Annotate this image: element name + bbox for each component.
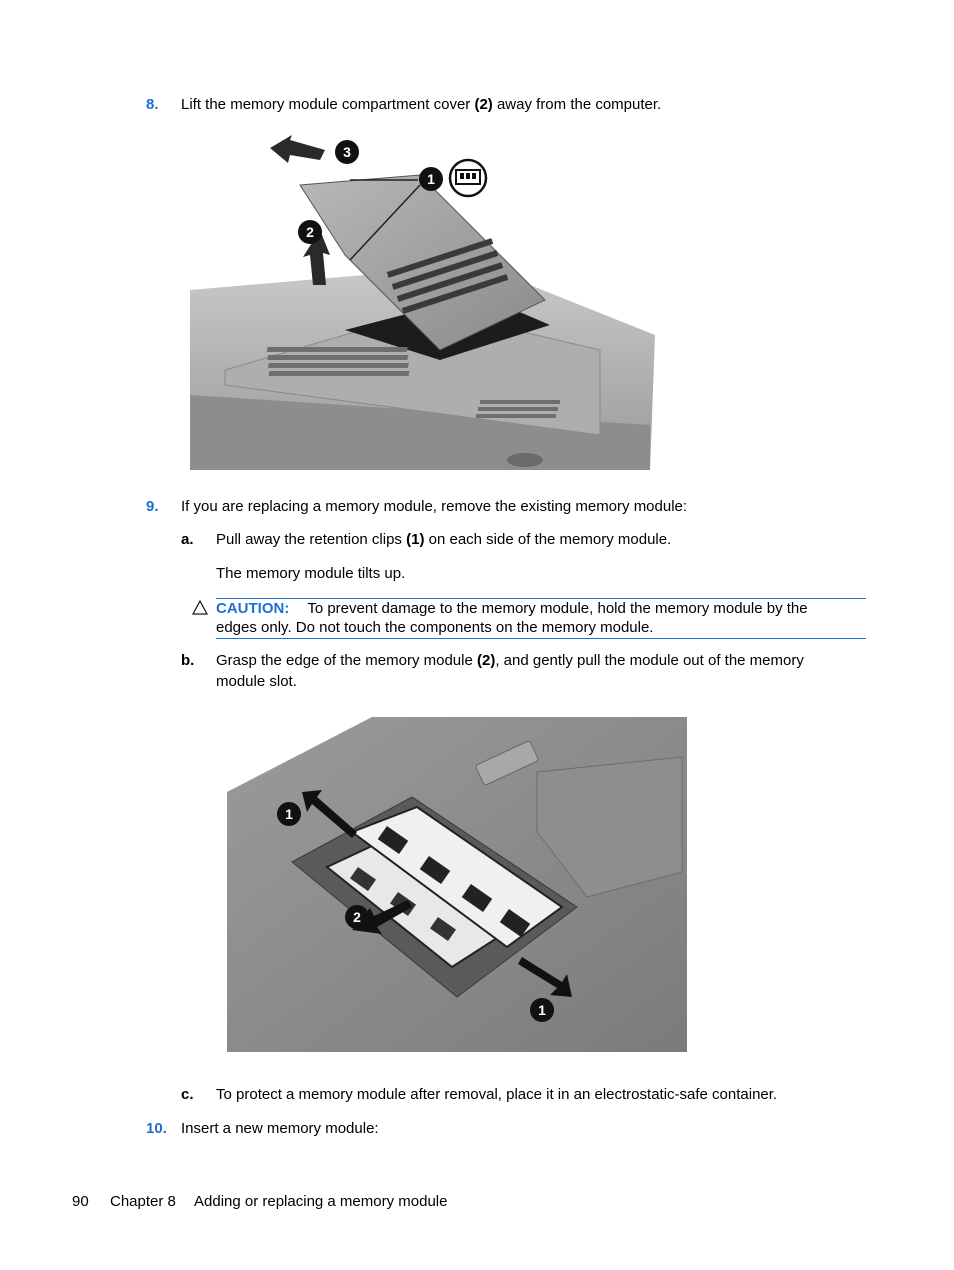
callout-number: 1 <box>285 806 293 822</box>
callout-number: 2 <box>353 909 361 925</box>
callout-number: 1 <box>427 171 435 187</box>
arrow-icon <box>270 135 325 163</box>
rubber-foot <box>507 453 543 467</box>
step-text <box>181 95 661 115</box>
step-text-part: away from the computer. <box>492 96 662 113</box>
substep-text <box>216 530 671 550</box>
caution-box <box>216 598 866 639</box>
vent-grille <box>476 400 560 418</box>
substep-text: module slot. <box>216 673 297 690</box>
caution-text: To prevent damage to the memory module, hold the memory module by the <box>307 600 808 617</box>
callout-number: 1 <box>538 1002 546 1018</box>
callout-number: 3 <box>343 144 351 160</box>
callout-ref: (1) <box>406 531 425 548</box>
substep-letter: a. <box>181 531 194 548</box>
page-number: 90 <box>72 1193 89 1210</box>
caution-icon <box>192 600 208 615</box>
substep-text-part: on each side of the memory module. <box>424 531 672 548</box>
footer-chapter: Chapter 8 <box>110 1193 176 1210</box>
callout-ref: (2) <box>474 96 493 113</box>
step-text: Insert a new memory module: <box>181 1120 379 1137</box>
substep-text: To protect a memory module after removal, place it in an electrostatic-safe container. <box>216 1086 778 1103</box>
callout-number: 2 <box>306 224 314 240</box>
step-text: If you are replacing a memory module, remove the existing memory module: <box>181 498 688 515</box>
substep-note: The memory module tilts up. <box>216 565 406 582</box>
step-text-part: Lift the memory module compartment cover <box>181 96 475 113</box>
step-number: 8. <box>146 96 159 113</box>
step-number: 9. <box>146 498 159 515</box>
callout-ref: (2) <box>476 652 496 669</box>
substep-text-part: , and gently pull the module out of the memory <box>495 652 804 669</box>
substep-letter: b. <box>181 652 195 669</box>
footer-title: Adding or replacing a memory module <box>194 1193 448 1210</box>
caution-text: edges only. Do not touch the components on the memory module. <box>216 619 654 636</box>
substep-text-part: Grasp the edge of the memory module <box>216 652 477 669</box>
substep-text-part: Pull away the retention clips <box>216 531 407 548</box>
substep-text <box>216 651 804 671</box>
memory-module-icon <box>450 160 486 196</box>
figure-compartment-cover <box>180 135 660 475</box>
substep-letter: c. <box>181 1086 194 1103</box>
caution-label: CAUTION: <box>216 600 290 617</box>
figure-memory-removal <box>222 712 692 1060</box>
step-number: 10. <box>146 1120 167 1137</box>
